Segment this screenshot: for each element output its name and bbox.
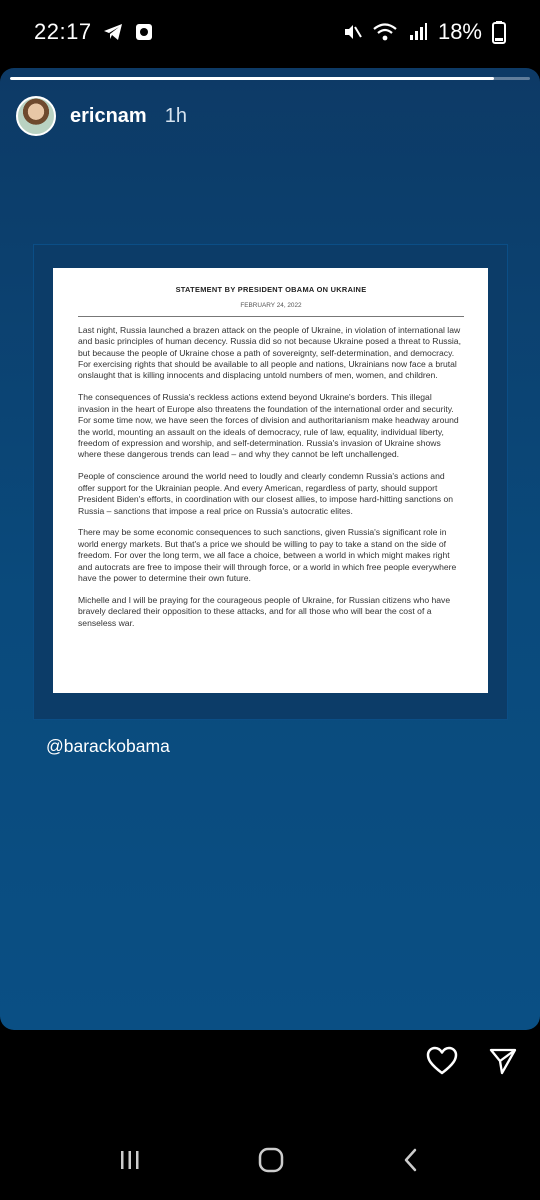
story-progress-bar [10, 77, 530, 80]
battery-level: 18% [437, 19, 482, 44]
heart-icon[interactable] [426, 1046, 458, 1076]
document-paragraph: Last night, Russia launched a brazen attack on the people of Ukraine, in violation of international law and basic principles of human decency. Russia did so not because Ukraine posed a threat to Russia, but because the people of Ukraine chose a path of sovereignty, self-determination, and democracy. For exercising rights that should be available to all people and nations, Ukrainians now face a brutal onslaught that is killing innocents and displacing untold numbers of men, women, and children. [78, 324, 461, 381]
document-title: STATEMENT BY PRESIDENT OBAMA ON UKRAINE [175, 285, 367, 294]
story-progress-fill [10, 77, 494, 80]
document-date: FEBRUARY 24, 2022 [240, 302, 302, 310]
document-paragraph: People of conscience around the world need to loudly and clearly condemn Russia's actions and offer support for the Ukrainian people. And every American, regardless of party, should support President Biden's efforts, in coordination with our closest allies, to impose hard-hitting sanctions on Russia – sanctions that impose a real price on Russia's autocratic elites. [78, 471, 454, 516]
statement-document [53, 268, 488, 693]
telegram-icon [102, 22, 124, 42]
document-paragraph: The consequences of Russia's reckless actions extend beyond Ukraine's borders. This illegal invasion in the heart of Europe also threatens the foundation of the international order and security. For some time now, we have seen the forces of division and authoritarianism make headway around the world, mounting an assault on the ideals of democracy, rule of law, equality, individual liberty, freedom of expression and worship, and self-determination. Russia's invasion of Ukraine shows where these dangerous trends can lead – and why they cannot be left unchallenged. [78, 392, 459, 460]
wifi-icon [372, 22, 398, 42]
username[interactable]: ericnam [70, 104, 147, 127]
mention-sticker[interactable]: @barackobama [46, 736, 170, 756]
send-icon[interactable] [488, 1046, 518, 1076]
home-icon[interactable] [257, 1146, 285, 1174]
avatar[interactable] [16, 96, 56, 136]
story-actions [426, 1046, 518, 1076]
document-paragraph: There may be some economic consequences to such sanctions, given Russia's significant role in world energy markets. But that's a price we should be willing to pay to take a stand on the side of freedom. For over the long term, we all face a choice, between a world in which might makes right and autocrats are free to impose their will through force, or a world in which free people everywhere have the power to determine their own future. [78, 527, 457, 584]
status-bar [0, 0, 540, 64]
post-age: 1h [164, 104, 187, 127]
status-time: 22:17 [34, 19, 92, 44]
mute-icon [342, 22, 362, 42]
back-icon[interactable] [399, 1147, 423, 1173]
signal-icon [408, 22, 428, 42]
story-header[interactable] [16, 96, 187, 136]
document-paragraph: Michelle and I will be praying for the courageous people of Ukraine, for Russian citizens who have bravely declared their opposition to these attacks, and for all those who will bear the cost of a senseless war. [78, 594, 451, 628]
divider [78, 316, 464, 317]
battery-icon [492, 20, 506, 44]
recents-icon[interactable] [117, 1147, 143, 1173]
record-icon [134, 22, 154, 42]
system-nav-bar [0, 1120, 540, 1200]
